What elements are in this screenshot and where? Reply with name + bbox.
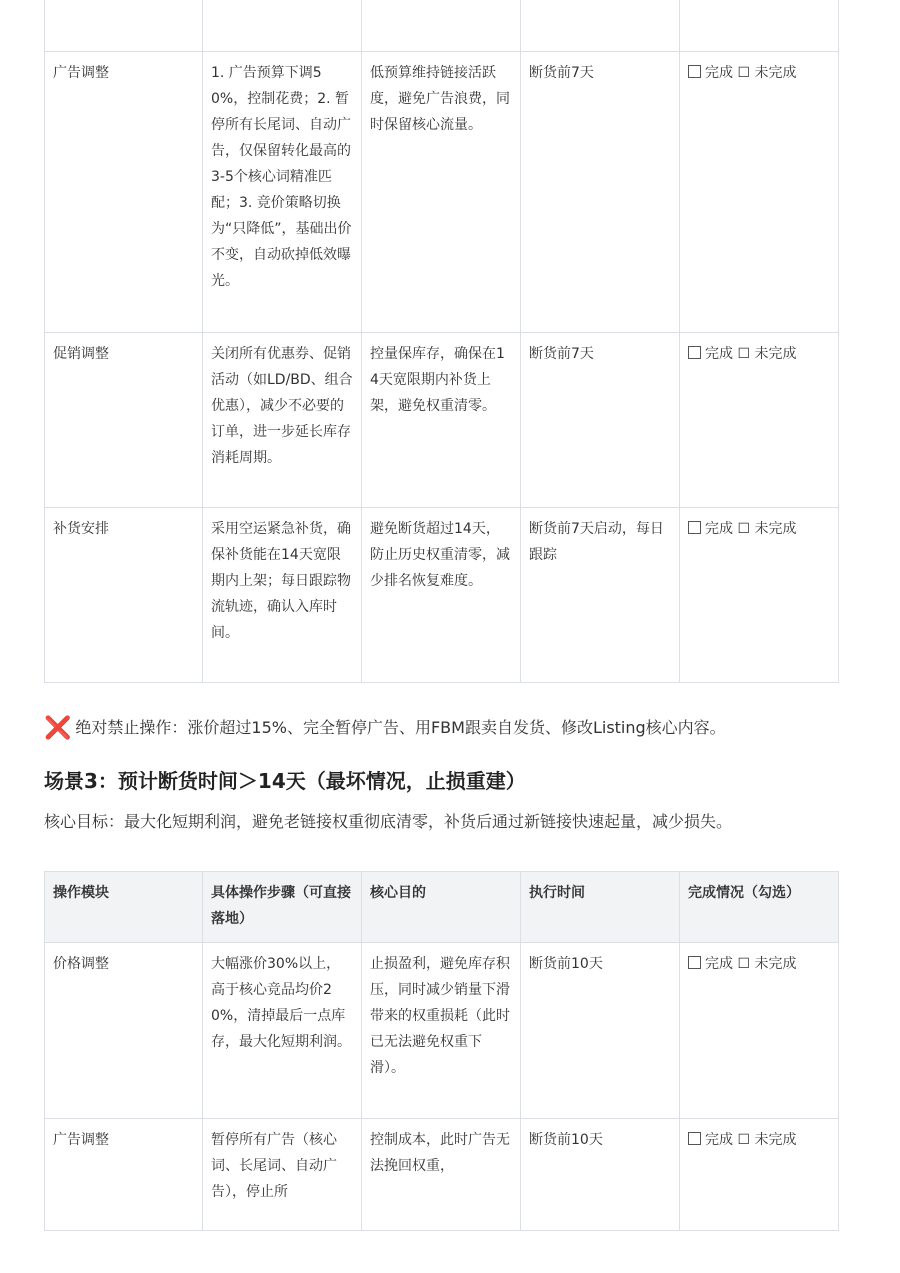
status-label: 完成 ☐ 未完成 bbox=[705, 346, 797, 362]
cell-status bbox=[680, 1119, 839, 1231]
header-module: 操作模块 bbox=[45, 872, 203, 943]
checkbox[interactable] bbox=[688, 956, 701, 969]
checkbox[interactable] bbox=[688, 65, 701, 78]
cell-time: 断货前10天 bbox=[521, 943, 680, 1119]
cell-time: 断货前10天 bbox=[521, 1119, 680, 1231]
status-label: 完成 ☐ 未完成 bbox=[705, 956, 797, 972]
action-table-scenario3 bbox=[44, 871, 839, 1231]
cell-time bbox=[521, 0, 680, 52]
cell-time: 断货前7天 bbox=[521, 333, 680, 508]
cell-purpose: 控量保库存，确保在14天宽限期内补货上架，避免权重清零。 bbox=[362, 333, 521, 508]
section-goal: 核心目标：最大化短期利润，避免老链接权重彻底清零，补货后通过新链接快速起量，减少损失。 bbox=[44, 812, 733, 831]
warning-text: 绝对禁止操作：涨价超过15%、完全暂停广告、用FBM跟卖自发货、修改Listing核心内容。 bbox=[75, 718, 726, 737]
table-row bbox=[45, 0, 839, 52]
cell-purpose: 避免断货超过14天，防止历史权重清零，减少排名恢复难度。 bbox=[362, 508, 521, 683]
status-label: 完成 ☐ 未完成 bbox=[705, 521, 797, 537]
cell-module: 广告调整 bbox=[45, 1119, 203, 1231]
header-status: 完成情况（勾选） bbox=[680, 872, 839, 943]
status-label: 完成 ☐ 未完成 bbox=[705, 65, 797, 81]
table-header-row bbox=[45, 872, 839, 943]
table-row bbox=[45, 508, 839, 683]
cross-icon: ❌ bbox=[44, 716, 72, 741]
cell-purpose: 低预算维持链接活跃度，避免广告浪费，同时保留核心流量。 bbox=[362, 52, 521, 333]
header-purpose: 核心目的 bbox=[362, 872, 521, 943]
checkbox[interactable] bbox=[688, 346, 701, 359]
cell-module: 促销调整 bbox=[45, 333, 203, 508]
cell-status bbox=[680, 0, 839, 52]
cell-status bbox=[680, 508, 839, 683]
table-row bbox=[45, 52, 839, 333]
status-label: 完成 ☐ 未完成 bbox=[705, 1132, 797, 1148]
cell-module: 广告调整 bbox=[45, 52, 203, 333]
cell-status bbox=[680, 943, 839, 1119]
table-row bbox=[45, 1119, 839, 1231]
header-steps: 具体操作步骤（可直接落地） bbox=[203, 872, 362, 943]
cell-time: 断货前7天启动，每日跟踪 bbox=[521, 508, 680, 683]
cell-purpose: 止损盈利，避免库存积压，同时减少销量下滑带来的权重损耗（此时已无法避免权重下滑）。 bbox=[362, 943, 521, 1119]
table-row bbox=[45, 333, 839, 508]
cell-status bbox=[680, 333, 839, 508]
cell-steps: 大幅涨价30%以上，高于核心竞品均价20%，清掉最后一点库存，最大化短期利润。 bbox=[203, 943, 362, 1119]
checkbox[interactable] bbox=[688, 1132, 701, 1145]
cell-time: 断货前7天 bbox=[521, 52, 680, 333]
cell-module: 补货安排 bbox=[45, 508, 203, 683]
cell-module bbox=[45, 0, 203, 52]
cell-steps: 采用空运紧急补货，确保补货能在14天宽限期内上架；每日跟踪物流轨迹，确认入库时间。 bbox=[203, 508, 362, 683]
cell-steps: 1. 广告预算下调50%，控制花费；2. 暂停所有长尾词、自动广告，仅保留转化最高的3-5个核心词精准匹配；3. 竞价策略切换为“只降低”，基础出价不变，自动砍掉低效曝光。 bbox=[203, 52, 362, 333]
cell-module: 价格调整 bbox=[45, 943, 203, 1119]
header-time: 执行时间 bbox=[521, 872, 680, 943]
cell-purpose: 控制成本，此时广告无法挽回权重， bbox=[362, 1119, 521, 1231]
cell-purpose bbox=[362, 0, 521, 52]
section-heading: 场景3：预计断货时间＞14天（最坏情况，止损重建） bbox=[44, 769, 526, 793]
warning-note bbox=[44, 714, 726, 743]
table-row bbox=[45, 943, 839, 1119]
cell-status bbox=[680, 52, 839, 333]
action-table-scenario2 bbox=[44, 0, 839, 683]
cell-steps: 暂停所有广告（核心词、长尾词、自动广告），停止所 bbox=[203, 1119, 362, 1231]
cell-steps bbox=[203, 0, 362, 52]
cell-steps: 关闭所有优惠券、促销活动（如LD/BD、组合优惠），减少不必要的订单，进一步延长库存消耗周期。 bbox=[203, 333, 362, 508]
checkbox[interactable] bbox=[688, 521, 701, 534]
